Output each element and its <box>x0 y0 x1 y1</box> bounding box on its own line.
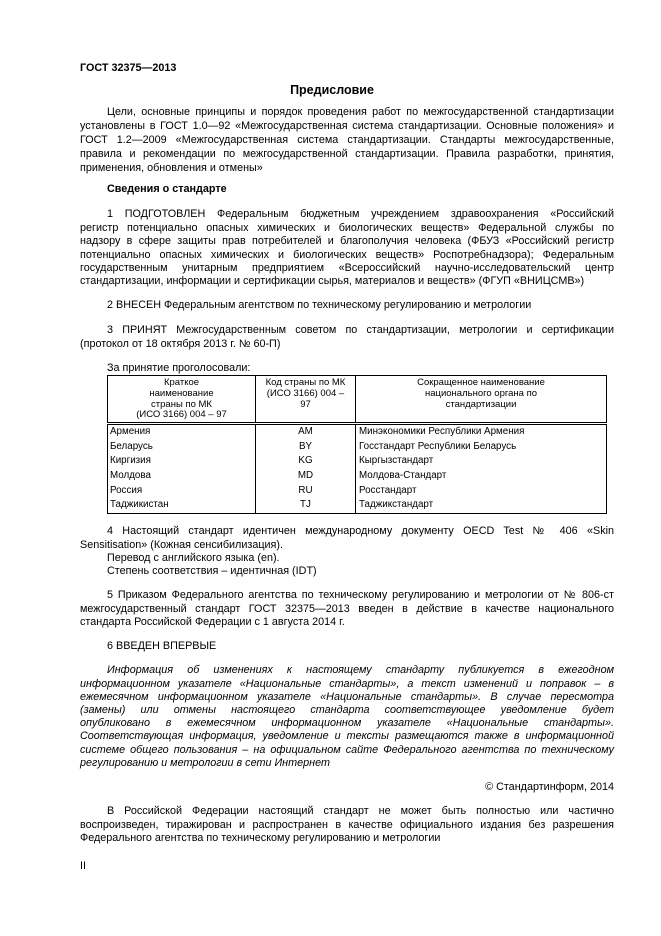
header-line: страны по МК <box>151 398 212 410</box>
intro-line: ГОСТ 1.2—2009 «Межгосударственная система стандартизации. Стандарты межгосударственные, <box>80 134 614 146</box>
item-submitted-by: 2 ВНЕСЕН Федеральным агентством по техническому регулированию и метрологии <box>107 299 532 311</box>
country-name-cell: Россия <box>108 484 256 499</box>
table-row <box>108 498 607 513</box>
notice-line: (замены) или отмены настоящего стандарта соответствующее уведомление будет <box>80 704 614 716</box>
copyright: © Стандартинформ, 2014 <box>485 781 614 793</box>
country-code-cell: RU <box>256 484 356 499</box>
notice-line: ежемесячном информационном указателе «Национальные стандарты». В случае пересмотра <box>80 690 614 703</box>
intro-paragraph <box>80 105 614 175</box>
translation-note: Перевод с английского языка (en). <box>107 552 280 564</box>
header-line: Код страны по МК <box>265 377 346 388</box>
intro-line: установлены в ГОСТ 1.0—92 «Межгосударственная система стандартизации. Основные положения» и <box>80 120 614 132</box>
item-prepared-by <box>80 208 614 288</box>
table-row <box>108 469 607 484</box>
standards-body-cell: Кыргызстандарт <box>356 454 607 469</box>
header-line: (ИСО 3166) 004 – <box>266 387 345 399</box>
country-code-cell: KG <box>256 454 356 469</box>
changes-notice <box>80 664 614 770</box>
table-row <box>108 484 607 499</box>
notice-line: регулированию и метрологии в сети Интернет <box>80 756 330 769</box>
item4-line: Sensitisation» (Кожная сенсибилизация). <box>80 538 283 551</box>
item5-line: 5 Приказом Федерального агентства по техническому регулированию и метрологии от № 806-ст <box>107 589 614 602</box>
item-first-introduced: 6 ВВЕДЕН ВПЕРВЫЕ <box>107 640 217 652</box>
document-code: ГОСТ 32375—2013 <box>80 62 177 74</box>
country-code-cell: AM <box>256 424 356 440</box>
country-code-cell: MD <box>256 469 356 484</box>
country-name-cell: Киргизия <box>108 454 256 469</box>
item1-line: надзору в сфере защиты прав потребителей и благополучия человека (ФБУЗ «Российский регистр <box>80 235 614 248</box>
item1-line: стандартизации, информации и сертификации сырья, материалов и веществ» (ФГУП «ВНИЦСМВ») <box>80 275 585 288</box>
intro-line: применения, обновления и отмены» <box>80 162 263 174</box>
notice-line: опубликовано в ежемесячном информационном указателе «Национальные стандарты». <box>80 717 614 730</box>
standards-body-cell: Госстандарт Республики Беларусь <box>356 440 607 455</box>
standards-body-cell: Молдова-Стандарт <box>356 469 607 484</box>
item1-line: 1 ПОДГОТОВЛЕН Федеральным бюджетным учреждением здравоохранения «Российский <box>107 208 614 221</box>
item5-line: межгосударственный стандарт ГОСТ 32375—2013 введен в действие в качестве национального <box>80 602 614 615</box>
vote-label: За принятие проголосовали: <box>107 362 251 374</box>
country-code-cell: TJ <box>256 498 356 513</box>
notice-line: системе общего пользования – на официальном сайте Федерального агентства по техническому <box>80 743 614 756</box>
page-number: II <box>80 860 86 872</box>
table-row <box>108 440 607 455</box>
item1-line: потенциально опасных химических и биологических веществ» Роспотребнадзора); Федеральным <box>80 248 614 261</box>
header-line: (ИСО 3166) 004 – 97 <box>136 409 227 421</box>
item4-line: 4 Настоящий стандарт идентичен международному документу OECD Test № 406 «Skin <box>107 525 614 538</box>
reproduction-line: Федерального агентства по техническому регулированию и метрологии <box>80 832 441 845</box>
notice-line: информационном указателе «Национальные стандарты», а текст изменений и поправок – в <box>80 677 614 690</box>
country-name-cell: Армения <box>108 424 256 440</box>
item3-line: (протокол от 18 октября 2013 г. № 60-П) <box>80 337 281 350</box>
notice-line: Соответствующая информация, уведомление и тексты размещаются также в информационной <box>80 730 614 743</box>
item1-line: регистр потенциально опасных химических и биологических веществ» Федеральной службы по <box>80 221 614 234</box>
country-name-cell: Таджикистан <box>108 498 256 513</box>
country-name-cell: Беларусь <box>108 440 256 455</box>
intro-line: Цели, основные принципы и порядок проведения работ по межгосударственной стандартизации <box>107 106 614 118</box>
header-line: наименование <box>149 387 214 399</box>
header-line: стандартизации <box>445 398 517 410</box>
table-row <box>108 424 607 440</box>
intro-line: правила и рекомендации по межгосударственной стандартизации. Правила разработки, принятия, <box>80 148 614 160</box>
item5-line: стандарта Российской Федерации с 1 августа 2014 г. <box>80 616 345 629</box>
header-country-code <box>256 376 356 424</box>
header-line: 97 <box>300 398 311 410</box>
header-country-name <box>108 376 256 424</box>
country-code-cell: BY <box>256 440 356 455</box>
header-line: Краткое <box>163 377 200 388</box>
reproduction-line: В Российской Федерации настоящий стандарт не может быть полностью или частично <box>107 805 614 818</box>
item-order <box>80 589 614 629</box>
standards-body-cell: Росстандарт <box>356 484 607 499</box>
item1-line: государственным унитарным предприятием «Всероссийский научно-исследовательский центр <box>80 261 614 274</box>
item3-line: 3 ПРИНЯТ Межгосударственным советом по стандартизации, метрологии и сертификации <box>107 324 614 337</box>
voting-table <box>107 375 607 514</box>
reproduction-line: воспроизведен, тиражирован и распространен в качестве официального издания без разрешения <box>80 818 614 831</box>
header-line: Сокращенное наименование <box>417 377 545 388</box>
item-identity <box>80 525 614 552</box>
notice-line: Информация об изменениях к настоящему стандарту публикуется в ежегодном <box>107 664 614 677</box>
table-header-row <box>108 376 607 424</box>
table-row <box>108 454 607 469</box>
page-title: Предисловие <box>290 83 374 97</box>
country-name-cell: Молдова <box>108 469 256 484</box>
standards-body-cell: Таджикстандарт <box>356 498 607 513</box>
item-adopted-by <box>80 324 614 351</box>
conformity-note: Степень соответствия – идентичная (IDT) <box>107 565 317 577</box>
reproduction-paragraph <box>80 805 614 846</box>
header-line: национального органа по <box>425 387 537 399</box>
standards-body-cell: Минэкономики Республики Армения <box>356 424 607 440</box>
section-heading: Сведения о стандарте <box>107 183 227 195</box>
header-standards-body <box>356 376 607 424</box>
